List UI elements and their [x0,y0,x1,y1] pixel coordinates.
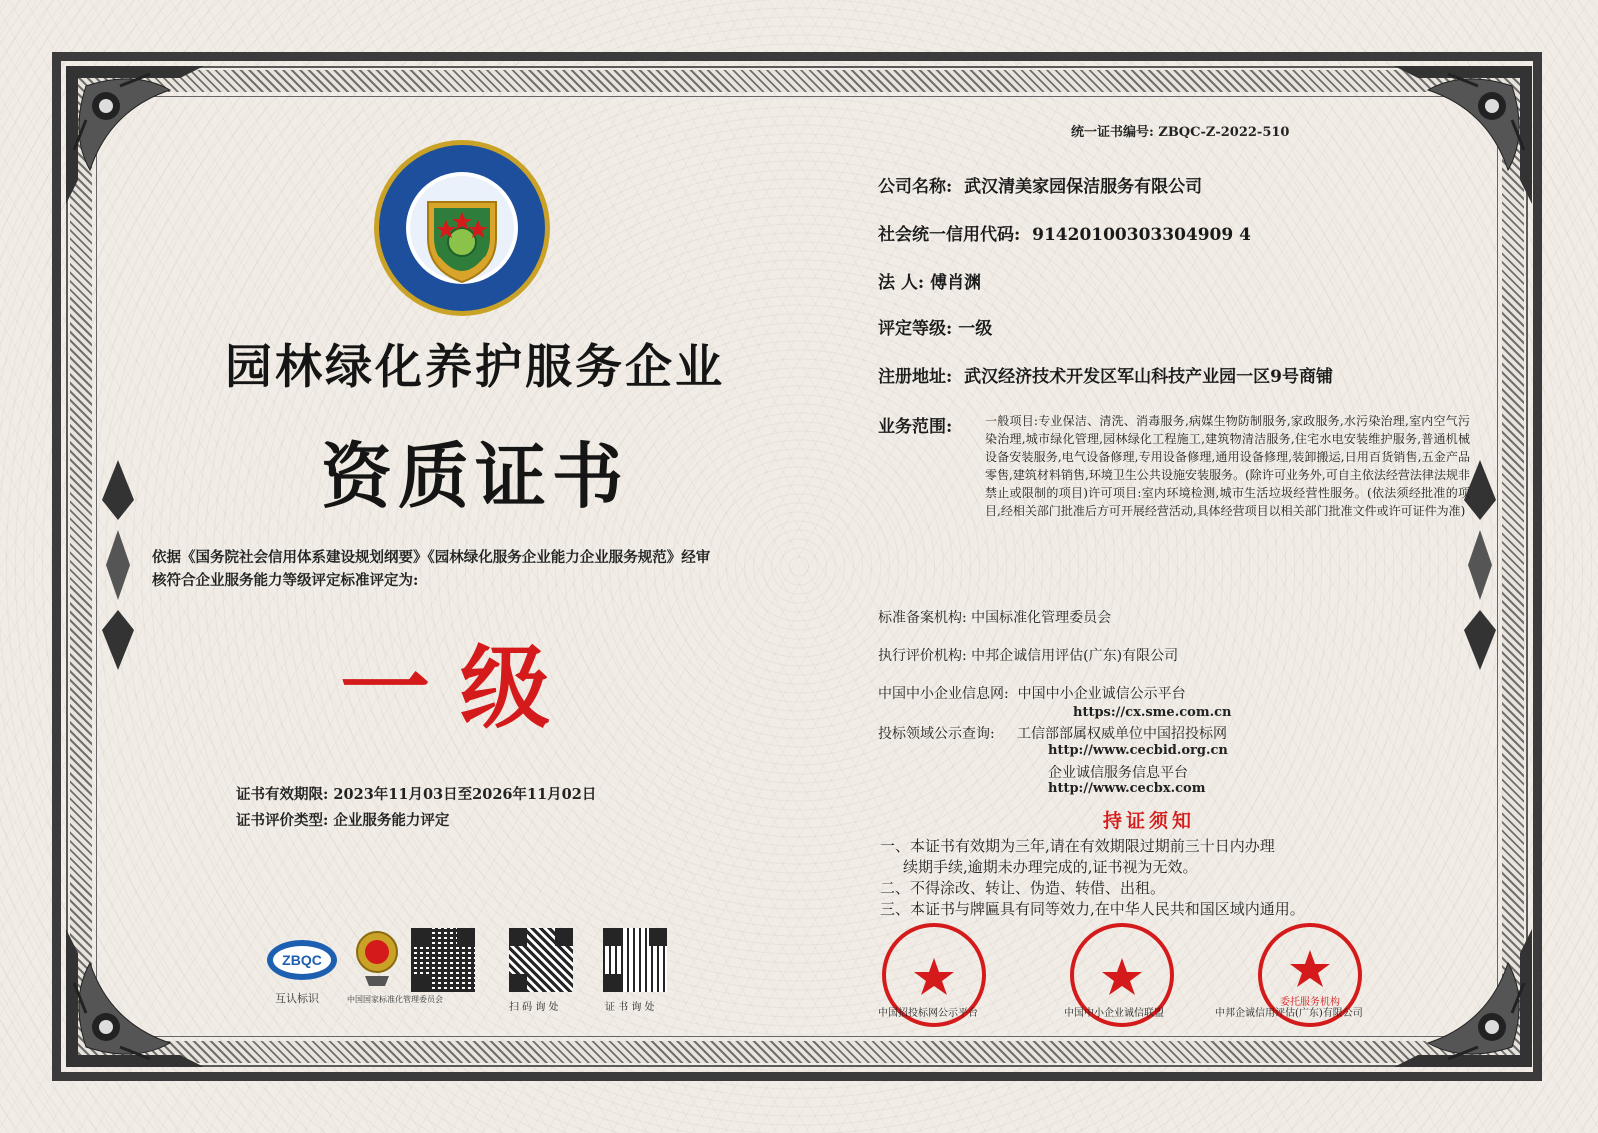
scope-label: 业务范围: [878,417,953,437]
corner-ornament-icon [60,60,210,210]
eval-type-value: 企业服务能力评定 [333,812,450,829]
grade-value: 一级 [958,319,993,339]
scope-value: 一般项目:专业保洁、清洗、消毒服务,病媒生物防制服务,家政服务,水污染治理,室内空气污染治理,城市绿化管理,园林绿化工程施工,建筑物清洁服务,住宅水电安装维护服务,普通机械设备安装服务,电气设备修理,专用设备修理,通用设备修理,装卸搬运,日用百货销售,五金产品零售,建筑材料销售,环境卫生公共设施安装服务。(除许可业务外,可自主依法经营法律法规非禁止或限制的项目)许可项目:室内环境检测,城市生活垃圾经营性服务。(依法须经批准的项目,经相关部门批准后方可开展经营活动,具体经营项目以相关部门批准文件或许可证件为准) [985,414,1470,518]
side-ornament-icon [100,460,136,670]
std-org-label: 标准备案机构: [878,610,967,626]
seal-caption-2: 中国中小企业诚信联盟 [1064,1008,1164,1019]
bid-row [878,723,1478,743]
eval-org-value: 中邦企诚信用评估(广东)有限公司 [971,648,1179,664]
validity-label: 证书有效期限: [236,786,329,803]
grade-big: 一级 [340,635,580,741]
bid-url: http://www.cecbid.org.cn [1048,743,1228,758]
grade-label: 评定等级: [878,319,953,339]
zbqc-text: ZBQC [282,952,322,968]
notice-item2: 二、不得涂改、转让、伪造、转借、出租。 [880,879,1166,897]
zbqc-caption: 互认标识 [275,992,319,1005]
validity-value: 2023年11月03日至2026年11月02日 [333,786,597,803]
legal-person-value: 傅肖渊 [930,273,982,293]
qr-code-3-icon [603,928,667,992]
corner-ornament-icon [60,923,210,1073]
certificate-basis: 依据《国务院社会信用体系建设规划纲要》《园林绿化服务企业能力企业服务规范》经审核符合企业服务能力等级评定标准评定为: [152,549,711,589]
credit-code-value: 91420100303304909 4 [1032,225,1251,245]
qr-code-2-icon [509,928,573,992]
address-label: 注册地址: [878,367,953,387]
notice-item1a: 一、本证书有效期为三年,请在有效期限过期前三十日内办理 [880,837,1275,855]
eval-type-label: 证书评价类型: [236,812,329,829]
std-org-row [878,607,1478,627]
eval-org-row [878,645,1478,665]
seal-caption-3: 中邦企诚信用评估(广东)有限公司 [1215,1008,1363,1019]
sme-row [878,683,1478,703]
corner-ornament-icon [1388,60,1538,210]
certificate-title-line1: 园林绿化养护服务企业 [225,340,725,395]
eval-org-label: 执行评价机构: [878,648,967,664]
bid-label: 投标领域公示查询: [878,726,995,742]
seal-inner-text: 委托服务机构 [1280,997,1340,1008]
notice-item1b: 续期手续,逾期未办理完成的,证书视为无效。 [903,858,1198,876]
sme-label: 中国中小企业信息网: [878,686,1009,702]
certificate-number: 统一证书编号: ZBQC-Z-2022-510 [1071,125,1290,140]
credit-url: http://www.cecbx.com [1048,781,1206,796]
qr3-caption: 证 书 询 处 [605,1002,655,1013]
zbqc-logo-icon [265,936,339,984]
notice-item3: 三、本证书与牌匾具有同等效力,在中华人民共和国区域内通用。 [880,900,1305,918]
rating-emblem-icon [372,138,552,318]
address-value: 武汉经济技术开发区军山科技产业园一区9号商铺 [964,367,1333,387]
sac-caption: 中国国家标准化管理委员会 [347,995,443,1004]
sac-emblem-icon [355,930,399,988]
bid-value: 工信部部属权威单位中国招投标网 [1016,726,1227,742]
company-name-value: 武汉清美家园保洁服务有限公司 [964,177,1203,197]
legal-person-label: 法 人: [878,273,925,293]
qr2-caption: 扫 码 询 处 [509,1002,559,1013]
qr-code-1-icon [411,928,475,992]
logo-strip [265,928,685,1018]
sme-url: https://cx.sme.com.cn [1073,705,1232,720]
credit-code-label: 社会统一信用代码: [878,225,1021,245]
certificate-title-line2: 资质证书 [320,434,629,518]
sme-value: 中国中小企业诚信公示平台 [1017,686,1186,702]
validity-block [236,782,596,834]
std-org-value: 中国标准化管理委员会 [971,610,1112,626]
corner-ornament-icon [1388,923,1538,1073]
notice-title: 持证须知 [1103,810,1196,832]
seal-caption-1: 中国招投标网公示平台 [878,1008,978,1019]
credit-platform: 企业诚信服务信息平台 [1048,765,1188,781]
company-name-label: 公司名称: [878,177,953,197]
